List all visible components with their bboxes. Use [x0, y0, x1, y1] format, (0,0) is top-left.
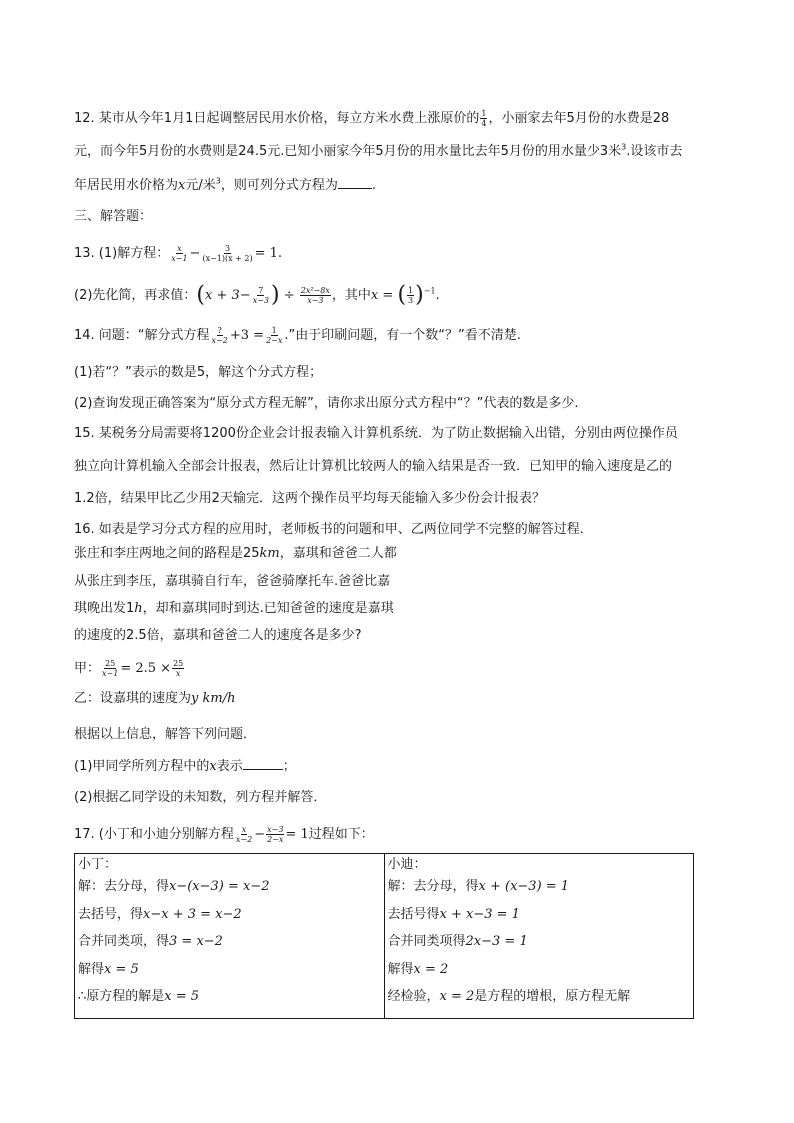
math-operator: −	[254, 827, 266, 842]
step-text: 去括号，得	[78, 906, 144, 922]
fraction-denominator: 2−x	[266, 336, 283, 345]
step-math: x = 2	[413, 961, 449, 977]
step-math: x = 5	[104, 961, 139, 977]
q12-text: 元，而今年5月份的水费则是24.5元.已知小丽家今年5月份的用水量比去年5月份的用水量少3米	[74, 144, 622, 159]
step-math: x + x−3 = 1	[439, 906, 520, 922]
q16-text: 甲：	[74, 661, 101, 676]
solution-step	[388, 959, 694, 987]
step-text: 解得	[78, 961, 105, 977]
solution-step	[78, 959, 384, 987]
q17-stem	[74, 825, 374, 844]
q15-line-1: 15. 某税务分局需要将1200份企业会计报表输入计算机系统．为了防止数据输入出错，分别由两位操作员	[74, 426, 678, 441]
step-text: ∴原方程的解是	[78, 989, 165, 1004]
q13-text: ，其中	[331, 288, 371, 303]
fraction-numerator: 1	[271, 326, 277, 335]
q14-part-2: (2)查询发现正确答案为“原分式方程无解”，请你求出原分式方程中“？”代表的数是多少.	[74, 396, 579, 411]
math-paren: (	[196, 282, 206, 308]
q12-text: 元/米	[185, 178, 216, 193]
step-text: 解得	[387, 961, 414, 977]
q16-part-1	[74, 758, 296, 776]
q16-text: ；	[282, 759, 296, 774]
q16-text: 张庄和李庄两地之间的路程是25	[74, 546, 260, 561]
q16-fraction	[172, 659, 184, 678]
q12-line-1	[74, 109, 669, 128]
q13-text: 13. (1)解方程：	[74, 246, 170, 261]
math-variable: x	[209, 759, 217, 774]
q13-text: .	[435, 288, 440, 303]
step-text: 解：去分母，得	[387, 879, 479, 894]
q16-text: (1)甲同学所列方程中的	[74, 759, 210, 774]
solution-author: 小迪：	[387, 857, 427, 872]
fraction-numerator: x−3	[267, 825, 284, 834]
solution-step	[78, 904, 384, 932]
solution-author: 小丁：	[78, 857, 118, 872]
step-math: x + (x−3) = 1	[478, 879, 570, 894]
fraction-numerator: 25	[105, 659, 116, 668]
q16-part-2: (2)根据乙同学设的未知数，列方程并解答．	[74, 790, 327, 805]
answer-blank[interactable]	[243, 758, 283, 770]
q16-intro: 16. 如表是学习分式方程的应用时，老师板书的问题和甲、乙两位同学不完整的解答过程．	[74, 522, 593, 537]
step-text: 经检验，	[387, 989, 440, 1004]
math-variable: x	[178, 178, 186, 193]
q13-fraction	[201, 244, 253, 263]
math-operator: ÷	[283, 288, 295, 303]
fraction-denominator: 2−x	[267, 835, 284, 844]
section-heading: 三、解答题：	[74, 209, 153, 224]
superscript: 3	[215, 176, 221, 186]
q13-fraction	[170, 244, 188, 263]
q15-line-3: 1.2倍，结果甲比乙少用2天输完．这两个操作员平均每天能输入多少份会计报表？	[74, 491, 545, 506]
step-math: x = 5	[164, 989, 200, 1004]
math-operator: −	[189, 246, 201, 261]
q12-line-2	[74, 143, 682, 161]
fraction-numerator: 3	[225, 244, 231, 253]
fraction-numerator: 7	[258, 286, 264, 295]
fraction-numerator: x	[241, 825, 247, 834]
fraction-denominator: x−1	[102, 669, 119, 678]
math-paren: )	[415, 282, 424, 308]
step-math: 3 = x−2	[169, 934, 223, 949]
q16-prompt: 根据以上信息，解答下列问题．	[74, 727, 257, 742]
q13-text: (2)先化简，再求值：	[74, 288, 197, 303]
q16-text: ，却和嘉琪同时到达.已知爸爸的速度是嘉琪	[142, 601, 394, 616]
fraction-numerator: 1	[408, 286, 414, 295]
math-expression: +3 =	[229, 328, 265, 343]
math-expression: x + 3	[205, 288, 240, 303]
fraction-denominator: x−1	[171, 254, 188, 263]
q13-fraction	[252, 286, 270, 305]
step-math: 2x−3 = 1	[465, 934, 528, 949]
q12-line-3	[74, 177, 376, 195]
solution-step	[78, 986, 384, 1014]
q16-board-line-4: 的速度的2.5倍，嘉琪和爸爸二人的速度各是多少?	[74, 628, 362, 643]
superscript: −1	[423, 286, 436, 296]
fraction-numerator: x	[177, 244, 182, 253]
q16-board-line-3	[74, 600, 394, 618]
math-variable: x	[370, 288, 379, 303]
fraction-numerator: ?	[217, 326, 222, 335]
fraction-denominator: x−3	[307, 296, 324, 305]
q17-text: = 1过程如下：	[285, 827, 374, 842]
fraction-numerator: 1	[481, 109, 487, 118]
q14-part-1: (1)若“？”表示的数是5，解这个分式方程；	[74, 365, 323, 380]
q16-text: 表示	[216, 759, 243, 774]
math-expression: = 1.	[254, 246, 283, 261]
step-text: 去括号得	[387, 906, 440, 922]
solution-step	[78, 876, 384, 904]
fraction-denominator: x	[175, 669, 181, 678]
q15-line-2: 独立向计算机输入全部会计报表，然后让计算机比较两人的输入结果是否一致．已知甲的输入速度是乙的	[74, 459, 673, 474]
q12-text: 年居民用水价格为	[74, 178, 179, 193]
math-unit: h	[134, 601, 143, 616]
solution-step	[78, 931, 384, 959]
math-expression: = 2.5 ×	[120, 661, 172, 676]
solution-step	[388, 986, 694, 1014]
solution-step	[388, 931, 694, 959]
fraction-denominator: 3	[408, 296, 414, 305]
q13-fraction	[407, 286, 414, 305]
step-math: x−(x−3) = x−2	[169, 879, 270, 894]
q17-fraction	[235, 825, 253, 844]
fraction-denominator: 4	[481, 119, 487, 128]
q13-part-1	[74, 244, 282, 263]
q14-text: .”由于印刷问题，有一个数“？”看不清楚.	[284, 328, 521, 343]
q12-text: 12. 某市从今年1月1日起调整居民用水价格，每立方米水费上涨原价的	[74, 111, 480, 126]
superscript: 3	[621, 142, 627, 152]
q16-board-line-2: 从张庄到李压，嘉琪骑自行车，爸爸骑摩托车.爸爸比嘉	[74, 574, 391, 589]
step-math: x−x + 3 = x−2	[143, 906, 242, 922]
q13-fraction	[300, 286, 331, 305]
solution-column-xiaoding	[75, 854, 385, 1019]
q17-text: 17. (小丁和小迪分别解方程	[74, 827, 234, 842]
q12-text: ，则可列分式方程为	[220, 178, 338, 193]
step-text: 合并同类项，得	[78, 934, 170, 949]
step-text: 解：去分母，得	[78, 879, 170, 894]
q16-fraction	[101, 659, 119, 678]
q14-fraction	[211, 326, 229, 345]
q12-text: .设该市去	[626, 144, 683, 159]
step-text: 合并同类项得	[387, 934, 466, 949]
math-operator: =	[382, 288, 394, 303]
q13-part-2	[74, 282, 440, 308]
q14-stem	[74, 326, 521, 345]
math-unit: km	[259, 546, 280, 561]
solution-step	[388, 876, 694, 904]
q16-text: ，嘉琪和爸爸二人都	[279, 546, 397, 561]
q16-yi-assumption	[74, 690, 235, 708]
fraction-numerator: 25	[173, 659, 184, 668]
fraction-denominator: x−2	[211, 336, 228, 345]
answer-blank[interactable]	[338, 177, 372, 189]
q12-text: ，小丽家去年5月份的水费是28	[488, 111, 670, 126]
q16-text: 琪晚出发1	[74, 601, 135, 616]
q17-solution-table	[74, 853, 694, 1019]
solution-column-xiaodi	[384, 854, 694, 1019]
q17-fraction	[266, 825, 284, 844]
math-paren: (	[397, 282, 407, 308]
q12-fraction	[480, 109, 487, 128]
q12-text: .	[371, 178, 376, 193]
q16-board-line-1	[74, 545, 397, 563]
q14-fraction	[265, 326, 283, 345]
fraction-numerator: 2x²−8x	[300, 286, 330, 295]
fraction-denominator: x−2	[235, 835, 253, 844]
math-operator: −	[239, 288, 251, 303]
math-expression: y km/h	[191, 691, 236, 706]
q14-text: 14. 问题：“解分式方程	[74, 328, 210, 343]
q16-text: 乙：设嘉琪的速度为	[74, 691, 192, 706]
fraction-denominator: x−3	[252, 296, 269, 305]
step-text: 是方程的增根，原方程无解	[474, 989, 631, 1004]
solution-step	[388, 904, 694, 932]
q16-jia-equation	[74, 659, 185, 678]
step-math: x = 2	[439, 989, 475, 1004]
math-paren: )	[271, 282, 280, 308]
fraction-denominator: (x−1)(x + 2)	[202, 254, 253, 263]
